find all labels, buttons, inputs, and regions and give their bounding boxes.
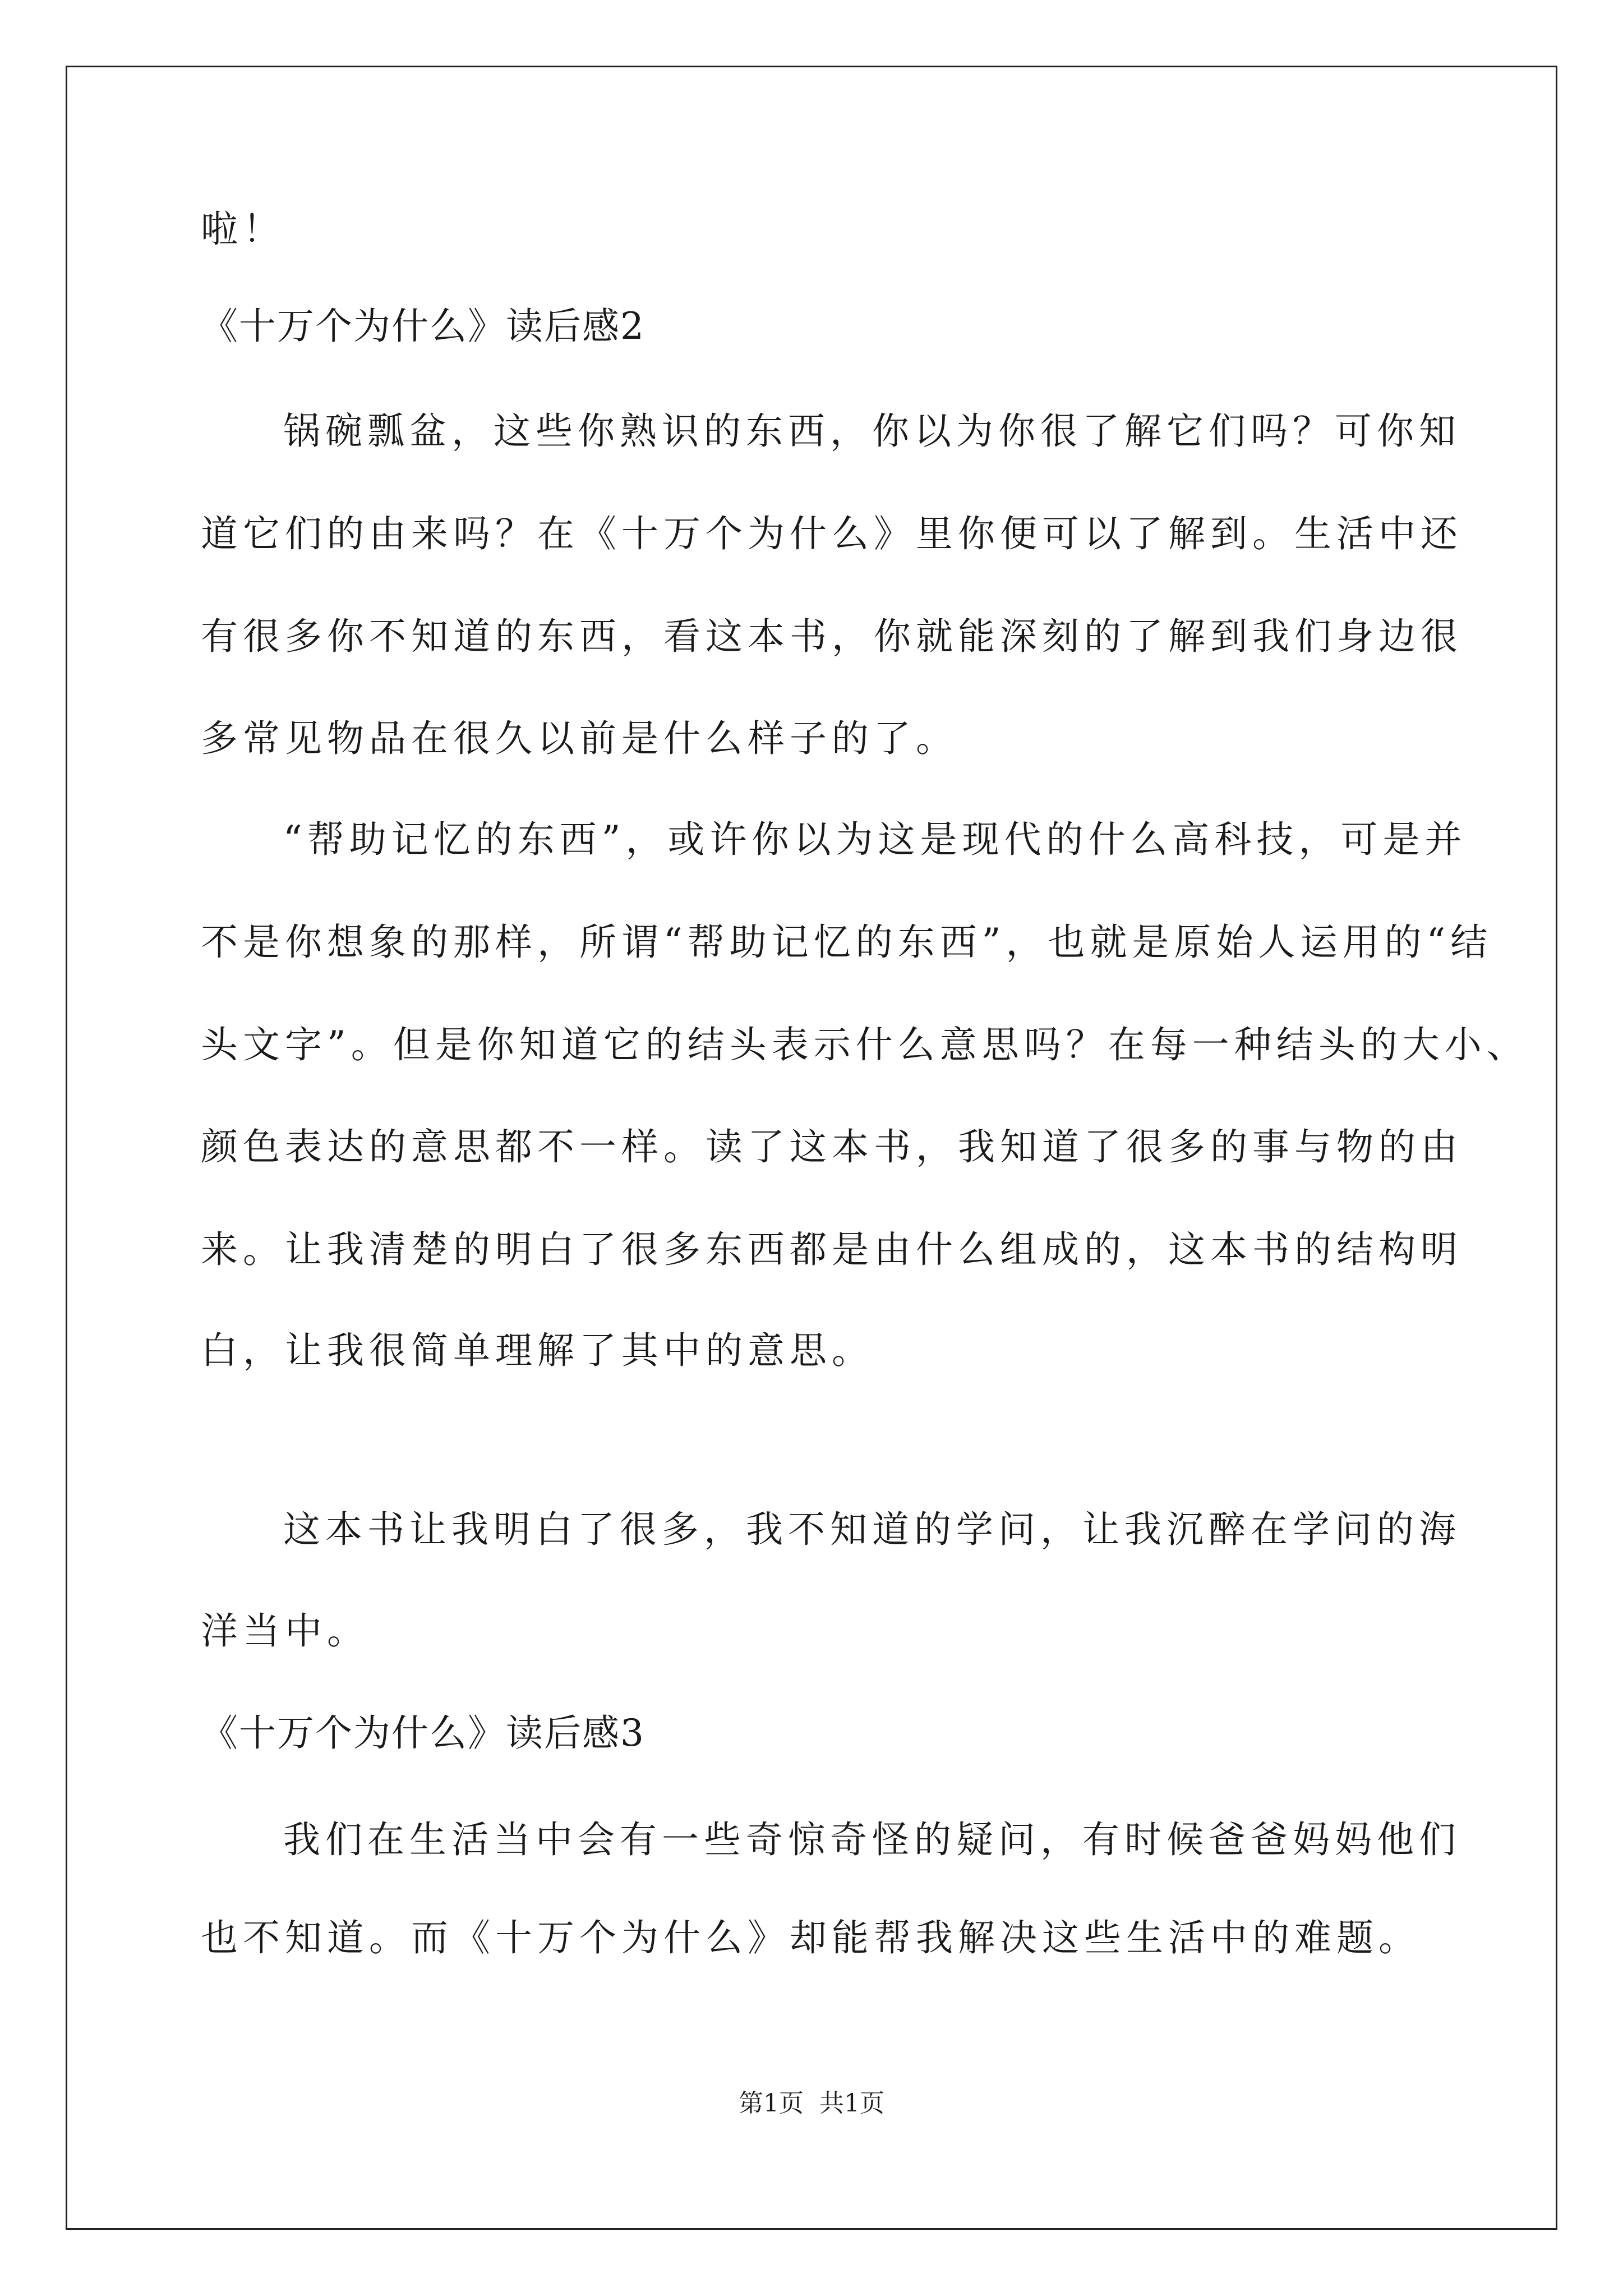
text-line: 洋当中。 bbox=[201, 1609, 369, 1653]
section-heading: 《十万个为什么》读后感2 bbox=[201, 305, 645, 348]
page-footer bbox=[0, 2087, 1623, 2120]
text-line: 不是你想象的那样，所谓“帮助记忆的东西”，也就是原始人运用的“结 bbox=[201, 921, 1493, 964]
text-line: 道它们的由来吗？在《十万个为什么》里你便可以了解到。生活中还 bbox=[201, 512, 1463, 555]
paragraph-first-line: 这本书让我明白了很多，我不知道的学问，让我沉醉在学问的海 bbox=[283, 1508, 1461, 1551]
text-line: 颜色表达的意思都不一样。读了这本书，我知道了很多的事与物的由 bbox=[201, 1125, 1463, 1168]
text-line: 白，让我很简单理解了其中的意思。 bbox=[201, 1329, 874, 1372]
paragraph-first-line: 我们在生活当中会有一些奇惊奇怪的疑问，有时候爸爸妈妈他们 bbox=[283, 1818, 1461, 1861]
page-total: 共1页 bbox=[819, 2089, 884, 2118]
text-line: 有很多你不知道的东西，看这本书，你就能深刻的了解到我们身边很 bbox=[201, 615, 1463, 658]
page-number: 第1页 bbox=[739, 2089, 804, 2118]
text-line: 来。让我清楚的明白了很多东西都是由什么组成的，这本书的结构明 bbox=[201, 1228, 1463, 1271]
paragraph-first-line: “帮助记忆的东西”，或许你以为这是现代的什么高科技，可是并 bbox=[283, 818, 1467, 861]
text-line: 也不知道。而《十万个为什么》却能帮我解决这些生活中的难题。 bbox=[201, 1916, 1421, 1959]
text-line: 头文字”。但是你知道它的结头表示什么意思吗？在每一种结头的大小、 bbox=[201, 1023, 1529, 1066]
paragraph-first-line: 锅碗瓢盆，这些你熟识的东西，你以为你很了解它们吗？可你知 bbox=[283, 409, 1461, 453]
section-heading: 《十万个为什么》读后感3 bbox=[201, 1711, 645, 1755]
text-line: 多常见物品在很久以前是什么样子的了。 bbox=[201, 717, 958, 760]
text-line: 啦！ bbox=[201, 208, 285, 251]
